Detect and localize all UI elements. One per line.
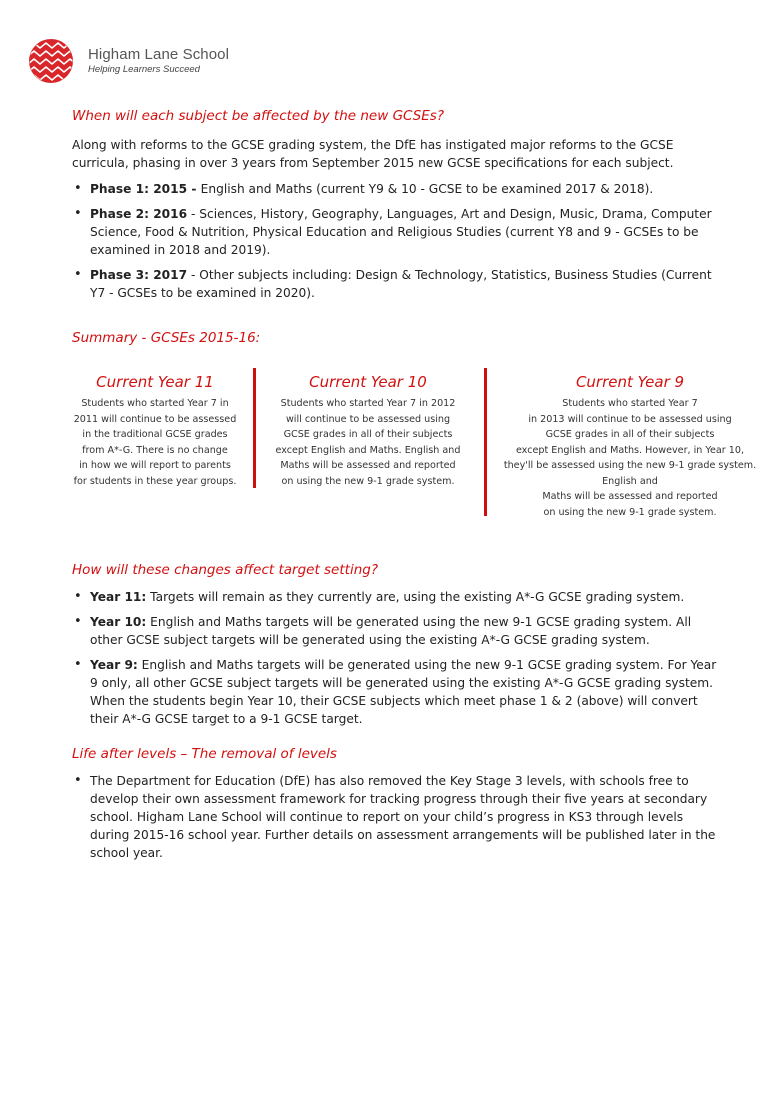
target-text: English and Maths targets will be generated using the new 9-1 GCSE grading system. All other GCSE subject targets will be generated using the existing A*-G GCSE grading system. [90, 615, 692, 647]
column-line: Maths will be assessed and reported [280, 460, 456, 471]
phase-label: Phase 2: 2016 [90, 207, 188, 221]
levels-list [72, 772, 722, 862]
column-line: in 2013 will continue to be assessed using [528, 413, 732, 425]
column-line: English and [602, 475, 658, 487]
column-line: except English and Maths. However, in Year 10, [515, 444, 745, 456]
target-label: Year 9: [90, 658, 138, 672]
school-logo-icon [28, 38, 74, 84]
target-text: Targets will remain as they currently are, using the existing A*-G GCSE grading system. [146, 590, 685, 604]
column-line: they'll be assessed using the new 9-1 grade system. [503, 460, 757, 471]
levels-text: The Department for Education (DfE) has also removed the Key Stage 3 levels, with schools free to develop their own assessment framework for tracking progress through their five years at secondary school. Higham Lane School will continue to report on your child’s progress in KS3 through levels during 2015-16 school year. Further details on assessment arrangements will be published later in the school year. [90, 774, 716, 860]
column-line: for students in these year groups. [73, 475, 237, 487]
column-title: Current Year 9 [575, 373, 685, 391]
target-list [72, 588, 722, 728]
column-divider [484, 368, 487, 516]
column-line: on using the new 9-1 grade system. [543, 506, 717, 518]
column-line: in how we will report to parents [79, 460, 231, 471]
column-divider [253, 368, 256, 488]
column-body [490, 396, 770, 520]
column-line: GCSE grades in all of their subjects [545, 429, 715, 440]
summary-columns [60, 373, 770, 523]
summary-column-year-9 [490, 373, 770, 520]
summary-column-year-10 [263, 373, 473, 489]
column-line: on using the new 9-1 grade system. [281, 475, 455, 487]
target-item [72, 613, 722, 649]
column-line: in the traditional GCSE grades [82, 429, 228, 440]
phase-list [72, 180, 722, 302]
phase-label: Phase 3: 2017 [90, 268, 188, 282]
column-line: GCSE grades in all of their subjects [283, 429, 453, 440]
column-line: 2011 will continue to be assessed [73, 413, 237, 425]
school-tagline: Helping Learners Succeed [88, 64, 200, 76]
target-text: English and Maths targets will be generated using the new 9-1 GCSE grading system. For Year 9 only, all other GCSE subject targets will be generated using the existing A*-G GCSE grading system. When the students begin Year 10, their GCSE subjects which meet phase 1 & 2 (above) will convert their A*-G GCSE target to a 9-1 GCSE target. [90, 658, 717, 726]
target-item [72, 656, 722, 728]
phase-label: Phase 1: 2015 - [90, 182, 201, 196]
phase-item [72, 205, 722, 259]
column-title: Current Year 10 [309, 373, 427, 391]
page-header [28, 38, 229, 84]
column-line: from A*-G. There is no change [82, 444, 228, 456]
summary-heading: Summary - GCSEs 2015-16: [72, 330, 261, 346]
section3-heading: How will these changes affect target setting? [72, 562, 378, 578]
phase-text: - Other subjects including: Design & Technology, Statistics, Business Studies (Current Y7 - GCSEs to be examined in 2020). [90, 268, 712, 300]
section1-heading: When will each subject be affected by the new GCSEs? [72, 108, 445, 124]
target-label: Year 10: [90, 615, 147, 629]
target-label: Year 11: [90, 590, 147, 604]
column-body [263, 396, 473, 489]
target-item [72, 588, 722, 606]
summary-column-year-11 [60, 373, 250, 489]
main-content [72, 108, 722, 346]
school-name: Higham Lane School [88, 46, 230, 64]
column-body [60, 396, 250, 489]
phase-item [72, 180, 722, 198]
column-line: Students who started Year 7 [562, 398, 698, 409]
section1-intro: Along with reforms to the GCSE grading system, the DfE has instigated major reforms to the GCSE curricula, phasing in over 3 years from September 2015 new GCSE specifications for each subject. [72, 138, 674, 170]
section4-heading: Life after levels – The removal of levels [72, 746, 337, 762]
phase-text: - Sciences, History, Geography, Languages, Art and Design, Music, Drama, Computer Science, Food & Nutrition, Physical Education and Religious Studies (current Y8 and 9 - GCSEs to be examined in 2018 and 2019). [90, 207, 712, 257]
levels-item [72, 772, 722, 862]
phase-text: English and Maths (current Y9 & 10 - GCSE to be examined 2017 & 2018). [200, 182, 654, 196]
column-line: will continue to be assessed using [285, 413, 451, 425]
column-line: except English and Maths. English and [275, 444, 461, 456]
lower-content [72, 562, 722, 869]
column-title: Current Year 11 [96, 373, 214, 391]
column-line: Students who started Year 7 in [81, 398, 229, 409]
column-line: Maths will be assessed and reported [542, 491, 718, 502]
brand [88, 47, 229, 75]
phase-item [72, 266, 722, 302]
column-line: Students who started Year 7 in 2012 [280, 398, 456, 409]
